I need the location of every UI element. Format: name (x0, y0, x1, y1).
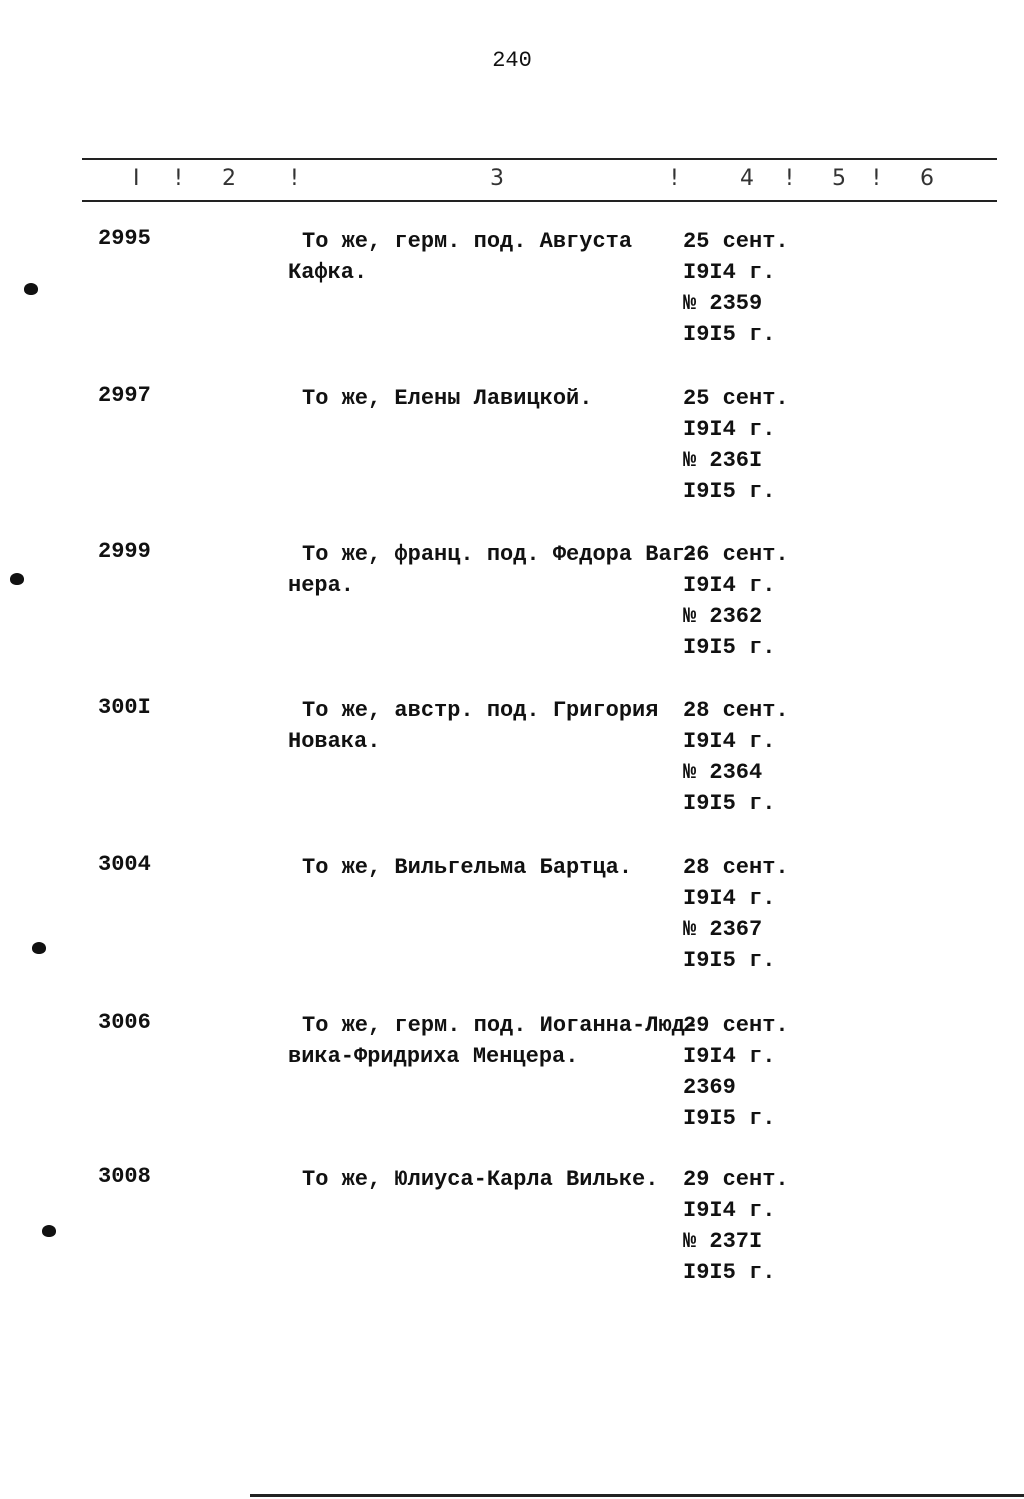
entry-date: 25 сент. (683, 229, 789, 254)
register-entry (0, 539, 1024, 679)
entry-date: 26 сент. (683, 542, 789, 567)
column-separator: ! (670, 166, 679, 191)
description-line-2: нера. (288, 573, 355, 598)
entry-date-column (683, 383, 823, 507)
register-entry (0, 695, 1024, 835)
description-line-2: вика-Фридриха Менцера. (288, 1044, 579, 1069)
entry-description (288, 852, 688, 883)
entry-number: 2995 (98, 226, 151, 251)
description-line-2: Кафка. (288, 260, 368, 285)
column-header-3: 3 (490, 166, 504, 191)
entry-description (288, 383, 688, 414)
punch-hole-mark (42, 1225, 56, 1237)
entry-date-column (683, 539, 823, 663)
description-line-1: То же, Елены Лавицкой. (302, 386, 593, 411)
register-entry (0, 226, 1024, 366)
entry-description (288, 695, 688, 757)
entry-year: I9I4 г. (683, 729, 776, 754)
entry-year: I9I4 г. (683, 417, 776, 442)
punch-hole-mark (24, 283, 38, 295)
register-entry (0, 1164, 1024, 1304)
register-entry (0, 1010, 1024, 1150)
entry-date-column (683, 695, 823, 819)
description-line-1: То же, герм. под. Августа (302, 229, 633, 254)
column-separator: ! (785, 166, 794, 191)
entry-year-2: I9I5 г. (683, 479, 776, 504)
entry-year-2: I9I5 г. (683, 1260, 776, 1285)
column-header-1: I (133, 166, 140, 191)
column-header-4: 4 (740, 166, 754, 191)
header-bottom-rule (82, 200, 997, 202)
entry-year: I9I4 г. (683, 573, 776, 598)
entry-number: 300I (98, 695, 151, 720)
entry-date: 25 сент. (683, 386, 789, 411)
entry-year: I9I4 г. (683, 1044, 776, 1069)
entry-register-number: № 2362 (683, 604, 763, 629)
entry-description (288, 1164, 688, 1195)
column-header-2: 2 (222, 166, 236, 191)
column-separator: ! (290, 166, 299, 191)
entry-number: 3008 (98, 1164, 151, 1189)
column-separator: ! (872, 166, 881, 191)
entry-date: 28 сент. (683, 855, 789, 880)
page-number: 240 (492, 48, 532, 73)
column-header-5: 5 (832, 166, 846, 191)
entry-year: I9I4 г. (683, 260, 776, 285)
description-line-1: То же, Юлиуса-Карла Вильке. (302, 1167, 659, 1192)
description-line-2: Новака. (288, 729, 381, 754)
entry-date-column (683, 852, 823, 976)
entry-date: 28 сент. (683, 698, 789, 723)
entry-description (288, 539, 699, 601)
entry-year-2: I9I5 г. (683, 791, 776, 816)
entry-number: 3006 (98, 1010, 151, 1035)
entry-number: 3004 (98, 852, 151, 877)
description-line-1: То же, австр. под. Григория (302, 698, 659, 723)
entry-date: 29 сент. (683, 1167, 789, 1192)
entry-description (288, 226, 688, 288)
entry-register-number: № 2367 (683, 917, 763, 942)
entry-year: I9I4 г. (683, 886, 776, 911)
entry-register-number: 2369 (683, 1075, 736, 1100)
header-top-rule (82, 158, 997, 160)
entry-description (288, 1010, 699, 1072)
entry-year-2: I9I5 г. (683, 635, 776, 660)
register-entry (0, 852, 1024, 992)
register-entry (0, 383, 1024, 523)
description-line-1: То же, франц. под. Федора Ваг- (302, 542, 699, 567)
entry-year-2: I9I5 г. (683, 948, 776, 973)
entry-date-column (683, 1164, 823, 1288)
entry-year-2: I9I5 г. (683, 1106, 776, 1131)
entry-number: 2999 (98, 539, 151, 564)
entry-date-column (683, 226, 823, 350)
entry-register-number: № 237I (683, 1229, 763, 1254)
entry-date: 29 сент. (683, 1013, 789, 1038)
punch-hole-mark (10, 573, 24, 585)
entry-register-number: № 236I (683, 448, 763, 473)
punch-hole-mark (32, 942, 46, 954)
column-separator: ! (174, 166, 183, 191)
column-header-6: 6 (920, 166, 934, 191)
entry-register-number: № 2359 (683, 291, 763, 316)
entry-register-number: № 2364 (683, 760, 763, 785)
entry-year: I9I4 г. (683, 1198, 776, 1223)
description-line-1: То же, герм. под. Иоганна-Люд- (302, 1013, 699, 1038)
entry-number: 2997 (98, 383, 151, 408)
page-bottom-edge (250, 1494, 1024, 1497)
entry-date-column (683, 1010, 823, 1134)
entry-year-2: I9I5 г. (683, 322, 776, 347)
description-line-1: То же, Вильгельма Бартца. (302, 855, 633, 880)
